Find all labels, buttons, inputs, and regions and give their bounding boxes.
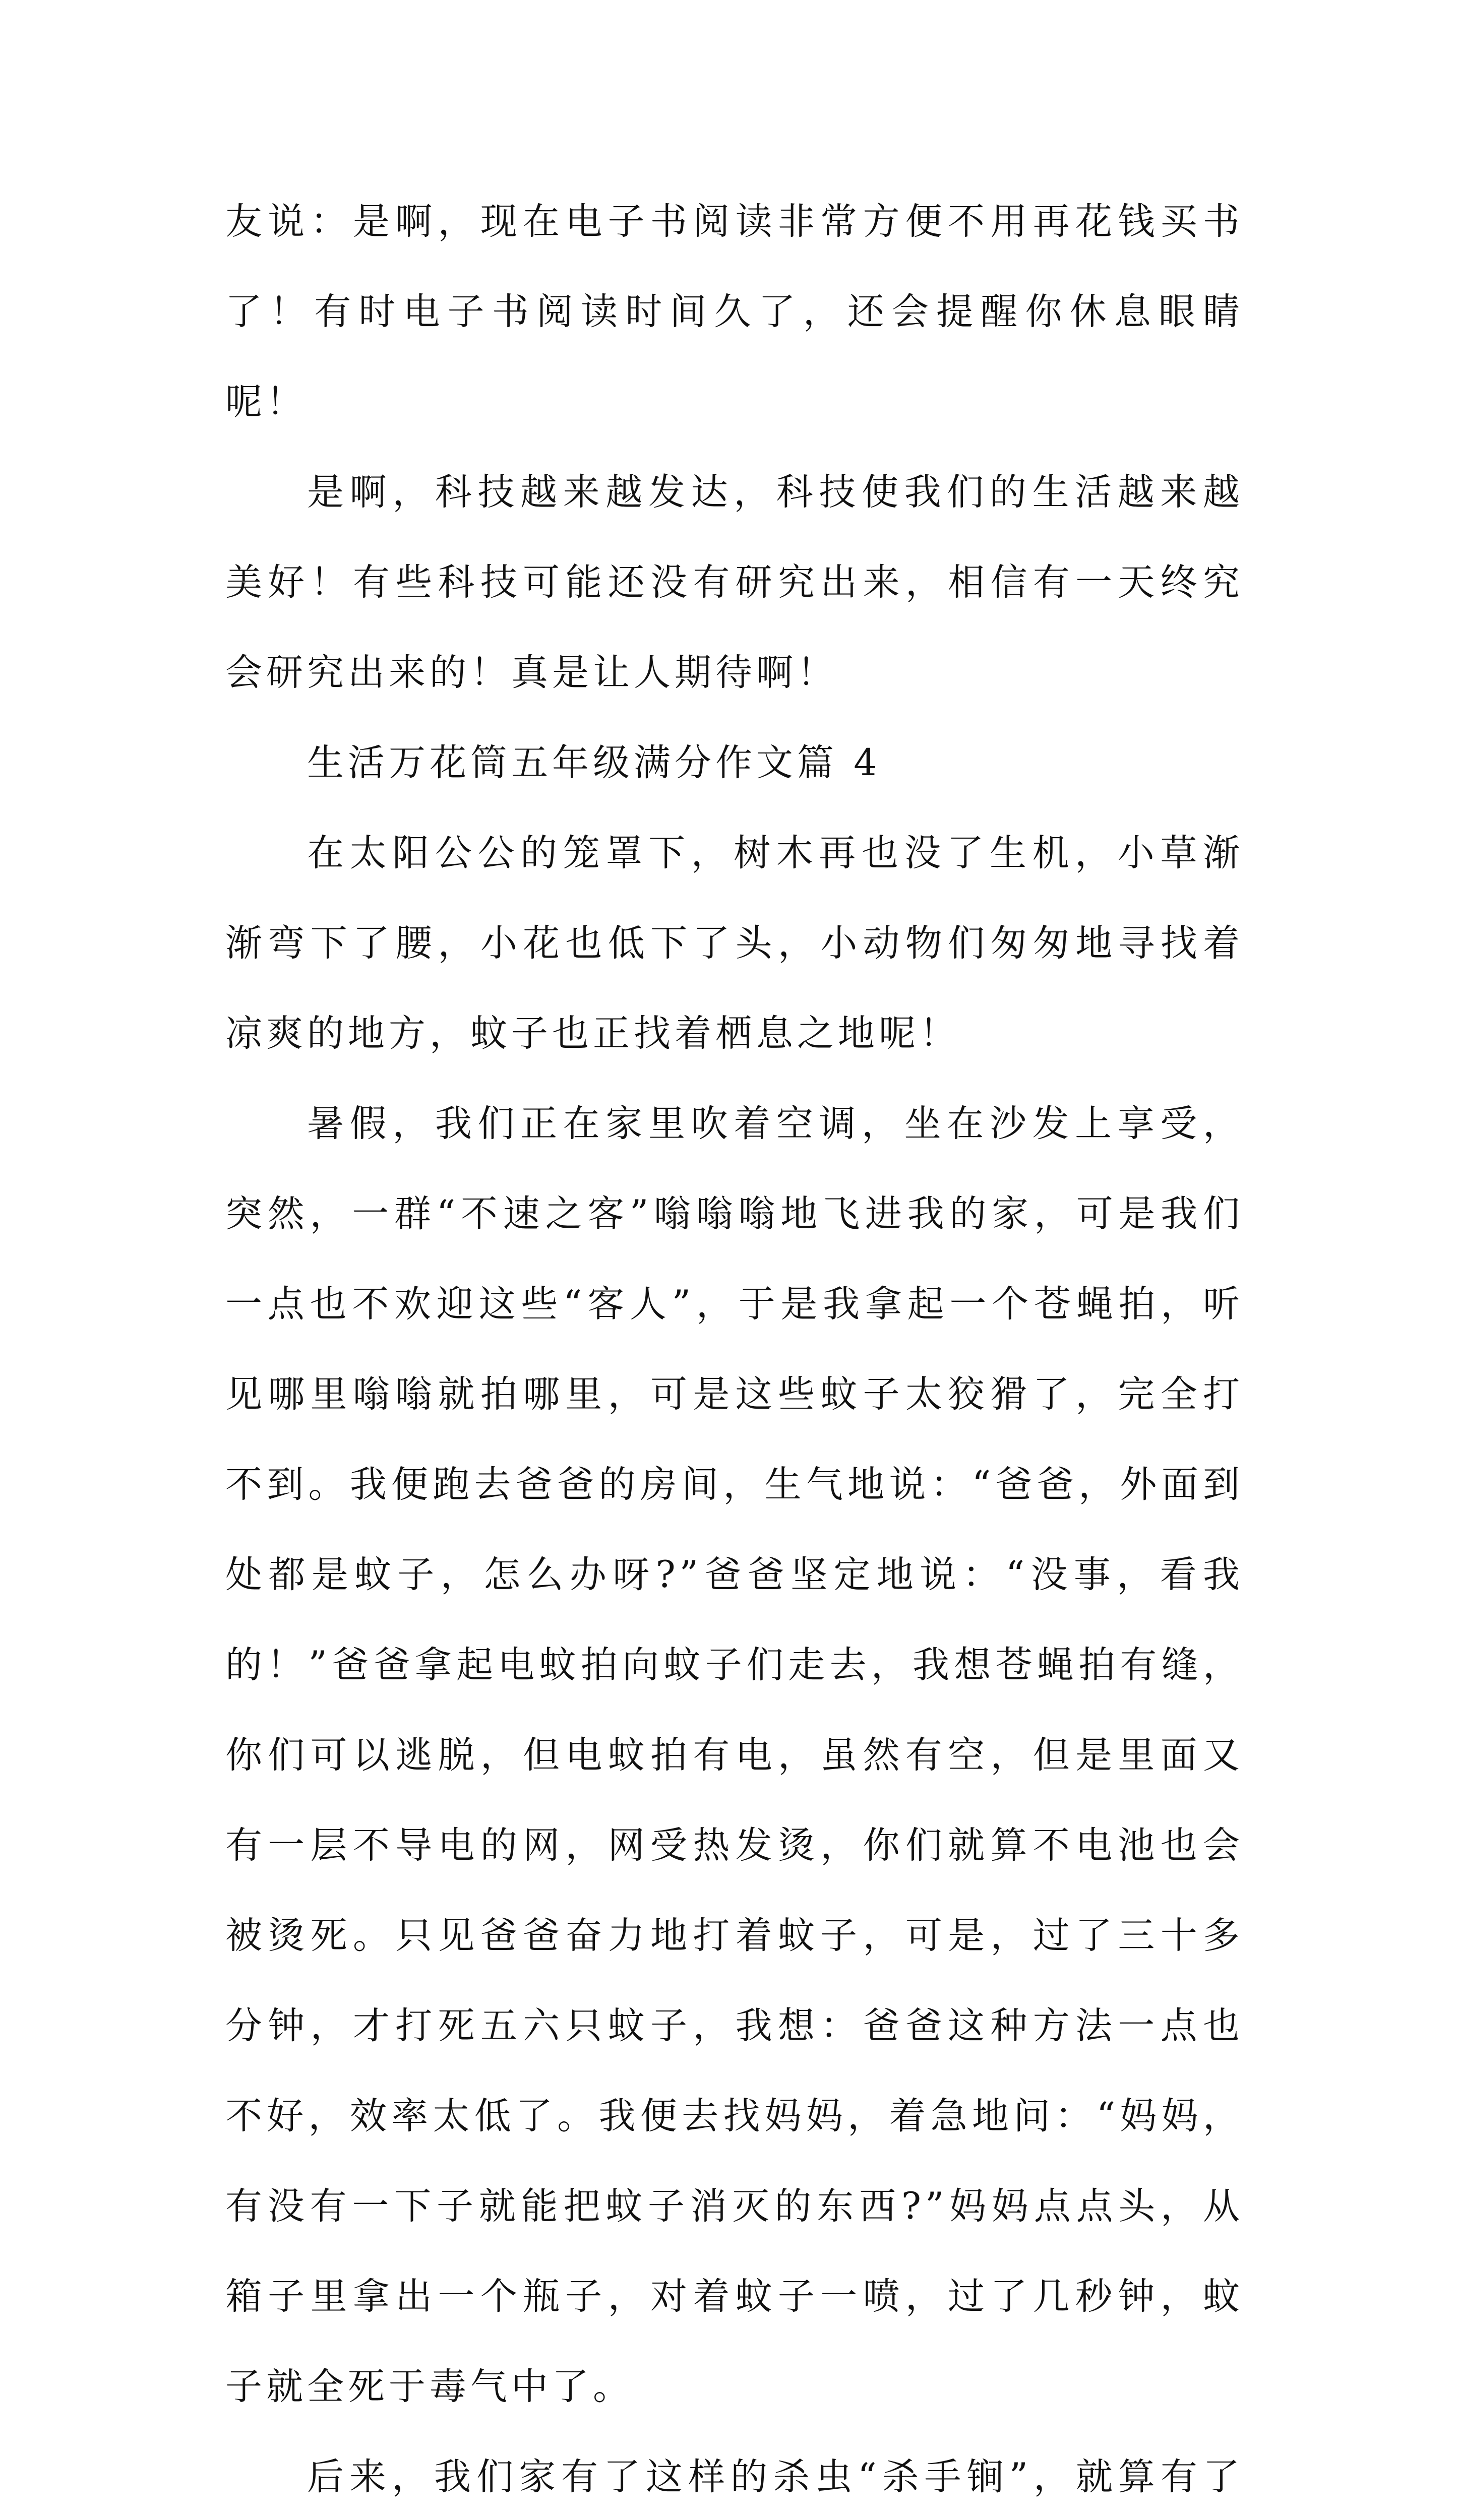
- section-heading: 生活万花筒五年级满分作文篇 4: [307, 741, 881, 784]
- essay-text: [225, 176, 1244, 2520]
- paragraph-continued: 友说：是啊，现在电子书阅读非常方便不用再花钱买书了！有时电子书阅读时间久了，还会提醒你休息眼睛呢！: [225, 200, 1244, 423]
- paragraph-sun: 在太阳公公的笼罩下，树木再也没了生机，小草渐渐弯下了腰，小花也低下了头，小动物们匆匆地寻找着凉爽的地方，蚊子也正找着栖息之地呢！: [225, 832, 1244, 1055]
- paragraph-afterwards: 后来，我们家有了这样的杀虫“杀手锏”，就算有了: [307, 2455, 1244, 2498]
- paragraph-technology: 是啊，科技越来越发达，科技使我们的生活越来越美好！有些科技可能还没有研究出来，相信有一天终究会研究出来的！真是让人期待啊！: [225, 471, 1244, 694]
- paragraph-mosquitoes: 暑假，我们正在家里吹着空调，坐在沙发上享受，突然，一群“不速之客”嗡嗡嗡地飞进我的家，可是我们一点也不欢迎这些“客人”，于是我拿起一个苍蝇拍，听见哪里嗡嗡就拍哪里，可是这些蚊子太狡猾了，完全打不到。我便跑去爸爸的房间，生气地说：“爸爸，外面到处都是蚊子，怎么办呀?”爸爸坚定地说：“没事，看我的！”爸爸拿起电蚊拍向蚊子们走去，我想苍蝇拍有缝，你们可以逃脱，但电蚊拍有电，虽然有空，但是里面又有一层不导电的网，网受热发烫，你们就算不电池也会被烫死。只见爸爸奋力地打着蚊子，可是，过了三十多分钟，才打死五六只蚊子，我想：爸爸这种方法一点也不好，效率太低了。我便去找妈妈，着急地问：“妈妈，有没有一下子就能把蚊子消灭的东西?”妈妈点点头，从箱子里拿出一个瓶子，对着蚊子一喷，过了几秒钟，蚊子就全死于毒气中了。: [225, 1102, 1244, 2408]
